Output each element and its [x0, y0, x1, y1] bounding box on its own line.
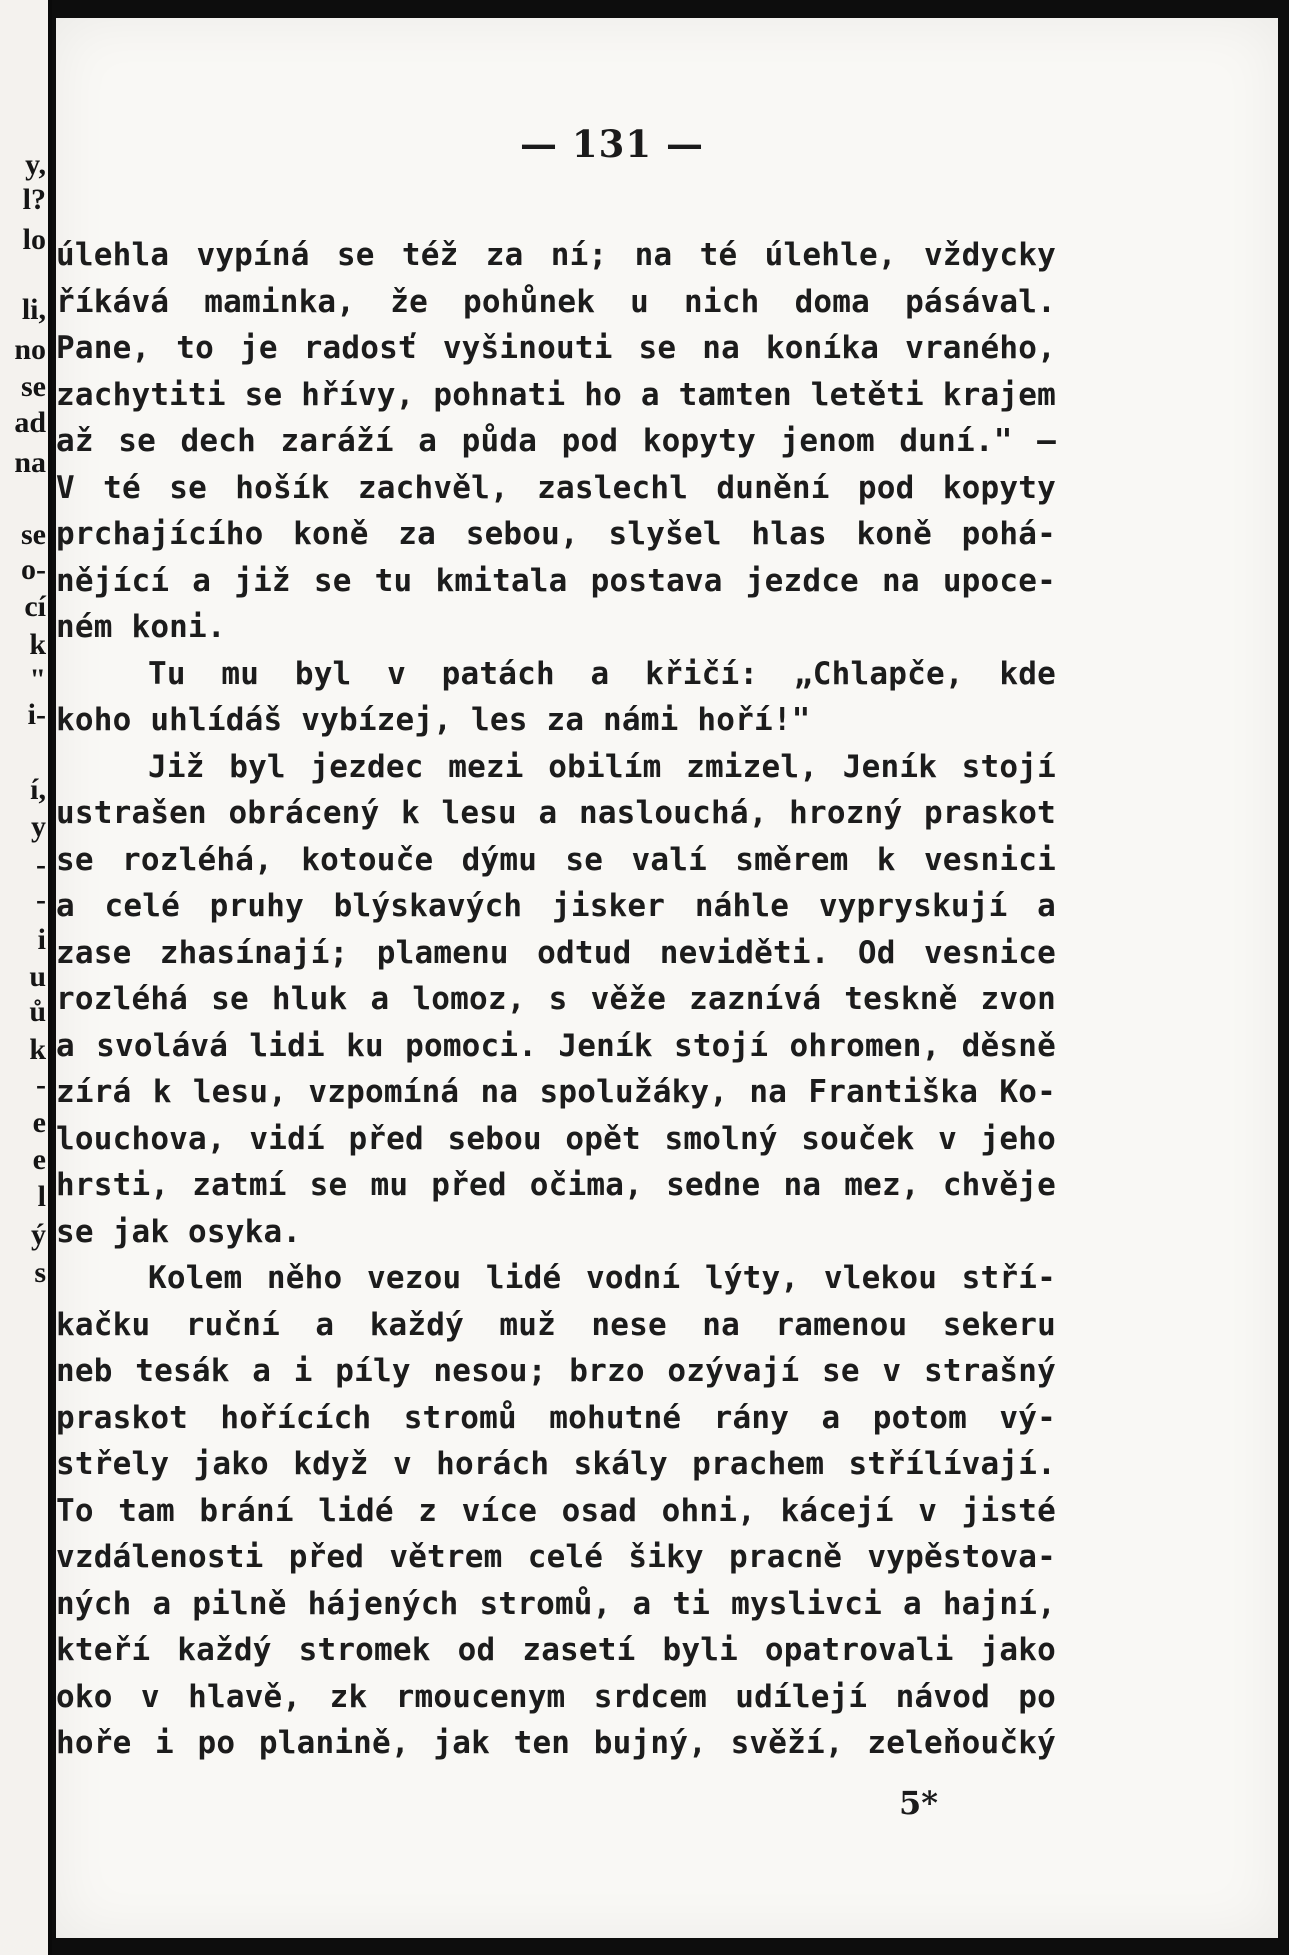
previous-page-fragment: y, — [25, 148, 46, 181]
text-line: Kolem něho vezou lidé vodní lýty, vlekou stří- — [148, 1260, 1056, 1296]
text-line: oko v hlavě, zk rmoucenym srdcem udílejí návod po — [56, 1678, 1056, 1715]
text-line: se rozléhá, kotouče dýmu se valí směrem k vesnici — [56, 841, 1056, 878]
previous-page-fragment: u — [29, 960, 46, 993]
printer-signature-mark: 5* — [899, 1784, 938, 1822]
previous-page-fragment: ad — [14, 406, 46, 439]
text-line: ném koni. — [56, 609, 226, 645]
previous-page-fragment: ý — [31, 1218, 46, 1251]
previous-page-fragment: - — [36, 883, 46, 916]
text-line: se jak osyka. — [56, 1213, 302, 1250]
text-line: V té se hošík zachvěl, zaslechl dunění pod kopyty — [56, 469, 1056, 506]
previous-page-fragment: i- — [27, 698, 46, 731]
text-line: úlehla vypíná se též za ní; na té úlehle, vždycky — [56, 237, 1056, 273]
previous-page-fragment: o- — [21, 553, 46, 586]
text-line: zase zhasínají; plamenu odtud neviděti. Od vesnice — [56, 934, 1056, 971]
text-line: praskot hořících stromů mohutné rány a potom vý- — [56, 1399, 1056, 1436]
text-line: hrsti, zatmí se mu před očima, sedne na mez, chvěje — [56, 1167, 1056, 1203]
previous-page-fragment: ů — [29, 995, 46, 1028]
previous-page-fragment: í, — [30, 773, 46, 806]
previous-page-fragment: l? — [22, 183, 46, 216]
previous-page-fragment: - — [36, 848, 46, 881]
text-line: zachytiti se hřívy, pohnati ho a tamten letěti krajem — [56, 376, 1056, 413]
previous-page-fragment: k — [29, 628, 46, 661]
book-page — [56, 18, 1278, 1938]
text-line: hoře i po planině, jak ten bujný, svěží, zeleňoučký — [56, 1725, 1056, 1761]
text-line: kačku ruční a každý muž nese na ramenou sekeru — [56, 1306, 1056, 1343]
text-line: kteří každý stromek od zasetí byli opatrovali jako — [56, 1632, 1056, 1668]
previous-page-fragment: no — [14, 333, 46, 366]
text-line: až se dech zaráží a půda pod kopyty jenom duní." — — [56, 423, 1056, 459]
previous-page-fragment: se — [21, 370, 46, 403]
text-line: ných a pilně hájených stromů, a ti myslivci a hajní, — [56, 1585, 1056, 1622]
text-line: a celé pruhy blýskavých jisker náhle vypryskují a — [56, 888, 1056, 924]
previous-page-fragment: " — [29, 663, 46, 696]
text-line: vzdálenosti před větrem celé šiky pracně vypěstova- — [56, 1539, 1056, 1575]
previous-page-fragment: y — [31, 810, 46, 843]
previous-page-fragment: - — [36, 1068, 46, 1101]
previous-page-fragment: i — [37, 923, 46, 956]
text-line: neb tesák a i píly nesou; brzo ozývají se v strašný — [56, 1353, 1056, 1389]
text-line: ustrašen obrácený k lesu a naslouchá, hrozný praskot — [56, 795, 1056, 831]
page-number: — 131 — — [520, 122, 704, 166]
text-line: a svolává lidi ku pomoci. Jeník stojí ohromen, děsně — [56, 1027, 1056, 1064]
previous-page-fragment: k — [29, 1033, 46, 1066]
text-line: rozléhá se hluk a lomoz, s věže zaznívá teskně zvon — [56, 981, 1056, 1017]
text-line: Již byl jezdec mezi obilím zmizel, Jeník stojí — [148, 748, 1056, 785]
previous-page-fragment: e — [32, 1106, 46, 1139]
previous-page-fragment: lo — [22, 223, 46, 256]
body-text — [56, 232, 1056, 1767]
text-line: nějící a již se tu kmitala postava jezdce na upoce- — [56, 562, 1056, 599]
previous-page-fragment: se — [21, 518, 46, 551]
previous-page-fragment: s — [34, 1256, 46, 1289]
previous-page-fragment: l — [37, 1180, 46, 1213]
previous-page-fragment: na — [14, 446, 46, 479]
previous-page-edge — [0, 0, 52, 1955]
text-line: střely jako když v horách skály prachem střílívají. — [56, 1446, 1056, 1482]
text-line: zírá k lesu, vzpomíná na spolužáky, na Františka Ko- — [56, 1074, 1056, 1110]
previous-page-fragment: li, — [21, 293, 46, 326]
text-line: louchova, vidí před sebou opět smolný souček v jeho — [56, 1120, 1056, 1157]
previous-page-fragment: cí — [24, 590, 46, 623]
text-line: koho uhlídáš vybízej, les za námi hoří!" — [56, 702, 811, 738]
text-line: To tam brání lidé z více osad ohni, kácejí v jisté — [56, 1492, 1056, 1529]
text-line: prchajícího koně za sebou, slyšel hlas koně pohá- — [56, 516, 1056, 552]
previous-page-fragment: e — [32, 1143, 46, 1176]
text-line: Tu mu byl v patách a křičí: „Chlapče, kde — [148, 655, 1056, 692]
text-line: Pane, to je radosť vyšinouti se na koníka vraného, — [56, 330, 1056, 366]
text-line: říkává maminka, že pohůnek u nich doma pásával. — [56, 283, 1056, 320]
